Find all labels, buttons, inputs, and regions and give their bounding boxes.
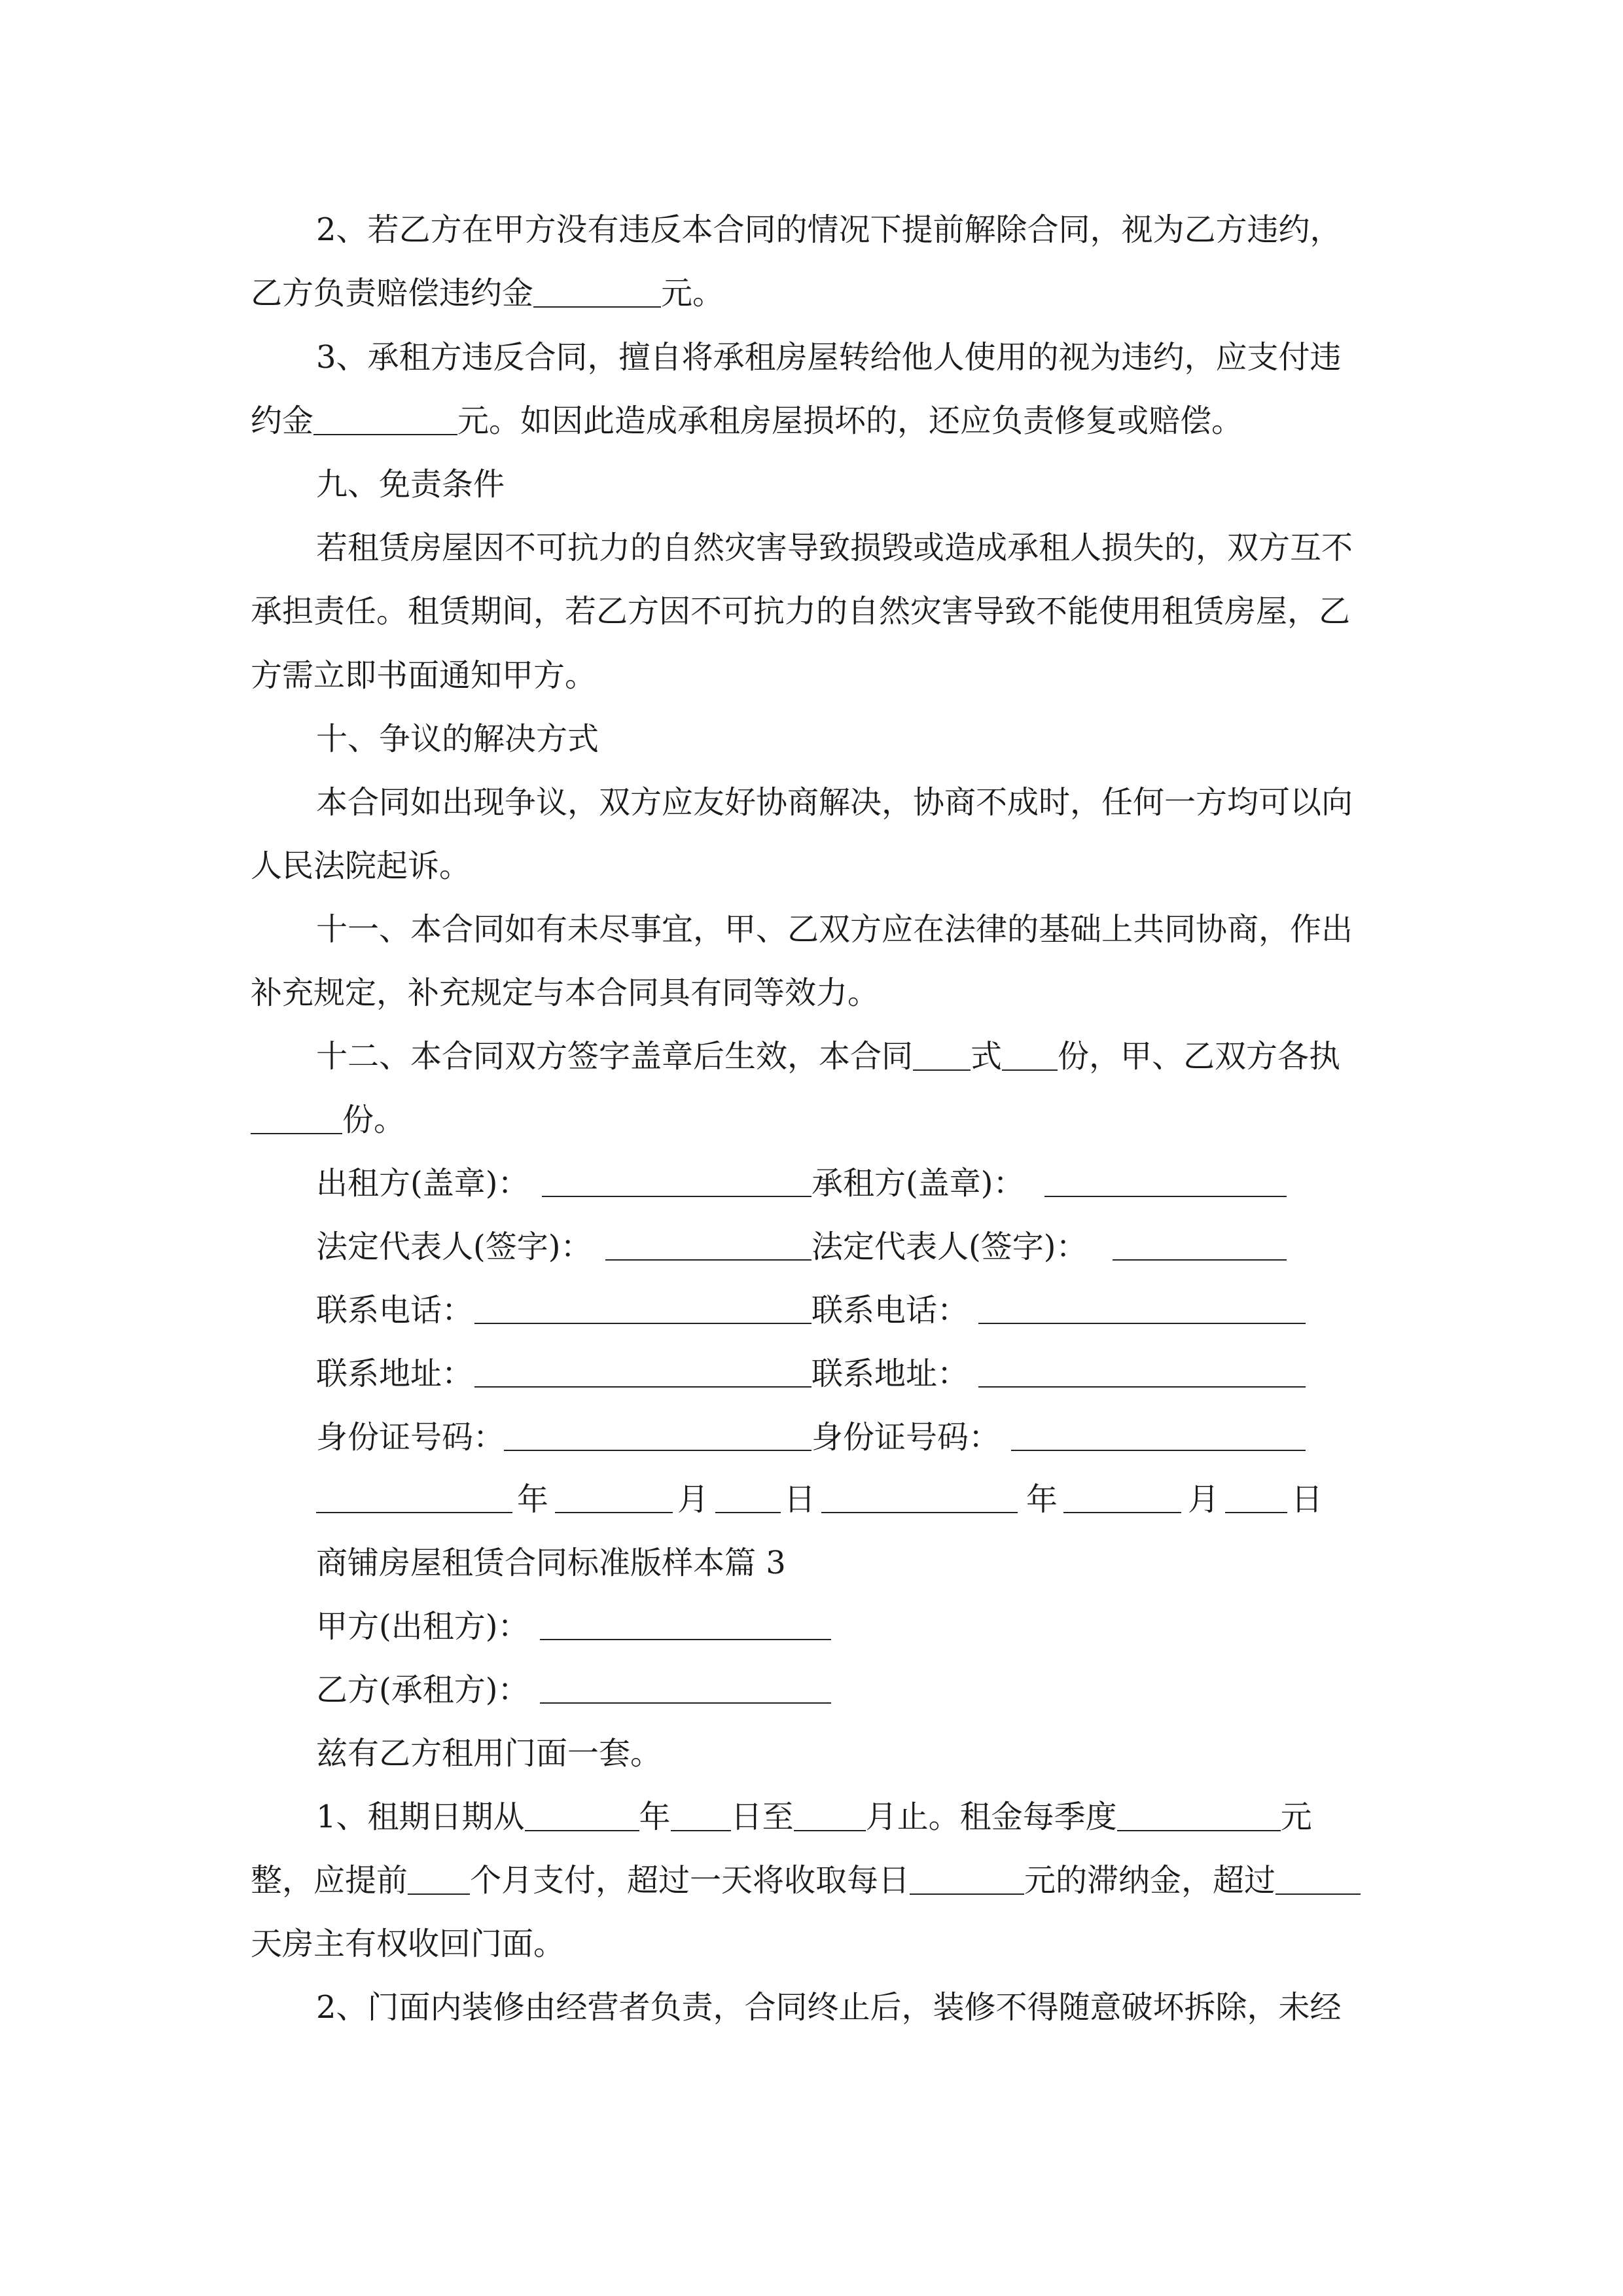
fill-blank[interactable] <box>525 1804 639 1831</box>
heading-9: 九、免责条件 <box>316 466 505 503</box>
text: 3、承租方违反合同，擅自将承租房屋转给他人使用的视为违约，应支付违 <box>316 339 1342 376</box>
party-b-label: 乙方(承租方)： <box>316 1672 529 1708</box>
text: 式 <box>971 1038 1003 1075</box>
text: 元。如因此造成承租房屋损坏的，还应负责修复或赔偿。 <box>457 403 1243 439</box>
fill-blank[interactable] <box>671 1804 731 1831</box>
clause-9-line-3: 方需立即书面通知甲方。 <box>251 657 597 694</box>
clause-12-line-2 <box>251 1104 405 1136</box>
phone-label-1: 联系电话： <box>316 1292 474 1329</box>
month-label-2: 月 <box>1188 1481 1220 1518</box>
phone-line-2[interactable] <box>978 1323 1306 1324</box>
id-label-2: 身份证号码： <box>812 1419 1001 1456</box>
lessor-seal-label: 出租方(盖章)： <box>316 1165 529 1202</box>
lessor-seal-line[interactable] <box>542 1196 812 1197</box>
text: 日至 <box>730 1799 794 1835</box>
lessee-seal-label: 承租方(盖章)： <box>812 1165 1025 1202</box>
address-line-2[interactable] <box>978 1386 1306 1388</box>
clause-3-line-2 <box>251 405 1243 437</box>
section-3-title: 商铺房屋租赁合同标准版样本篇 3 <box>316 1545 786 1581</box>
id-line-1[interactable] <box>504 1450 812 1451</box>
clause-12-line-1 <box>316 1038 1341 1075</box>
legal-rep-line-1[interactable] <box>605 1259 812 1261</box>
text: 约金 <box>251 403 314 439</box>
text: 2、若乙方在甲方没有违反本合同的情况下提前解除合同，视为乙方违约， <box>316 211 1342 248</box>
fill-blank[interactable] <box>408 1867 470 1895</box>
clause-2-line-1 <box>316 211 1342 248</box>
year-label-1: 年 <box>517 1481 549 1518</box>
clause-3-line-1 <box>316 339 1342 376</box>
fill-blank[interactable] <box>533 280 661 308</box>
item-1-line-2 <box>251 1862 1361 1899</box>
legal-rep-label-1: 法定代表人(签字)： <box>316 1229 592 1265</box>
date-day-line-2[interactable] <box>1225 1512 1287 1513</box>
item-1-line-3: 天房主有权收回门面。 <box>251 1926 565 1962</box>
date-day-line-1[interactable] <box>715 1512 781 1513</box>
date-month-line-2[interactable] <box>1063 1512 1181 1513</box>
party-b-line[interactable] <box>540 1702 831 1704</box>
fill-blank[interactable] <box>1002 1043 1058 1071</box>
clause-11-line-1: 十一、本合同如有未尽事宜，甲、乙双方应在法律的基础上共同协商，作出 <box>316 911 1353 948</box>
text: 元 <box>1280 1799 1312 1835</box>
text: 1、租期日期从 <box>316 1799 525 1835</box>
item-1-line-1 <box>316 1801 1312 1833</box>
text: 份。 <box>342 1102 406 1138</box>
address-label-2: 联系地址： <box>812 1355 969 1392</box>
clause-11-line-2: 补充规定，补充规定与本合同具有同等效力。 <box>251 975 880 1011</box>
address-label-1: 联系地址： <box>316 1355 474 1392</box>
text: 元的滞纳金，超过 <box>1024 1862 1276 1899</box>
clause-9-line-2: 承担责任。租赁期间，若乙方因不可抗力的自然灾害导致不能使用租赁房屋，乙 <box>251 593 1351 630</box>
fill-blank[interactable] <box>913 1043 971 1071</box>
fill-blank[interactable] <box>910 1867 1024 1895</box>
fill-blank[interactable] <box>251 1107 342 1134</box>
date-month-line-1[interactable] <box>555 1512 673 1513</box>
party-a-label: 甲方(出租方)： <box>316 1608 529 1645</box>
day-label-1: 日 <box>784 1481 816 1518</box>
legal-rep-label-2: 法定代表人(签字)： <box>812 1229 1088 1265</box>
section-3-intro: 兹有乙方租用门面一套。 <box>316 1735 662 1772</box>
clause-10-line-1: 本合同如出现争议，双方应友好协商解决，协商不成时，任何一方均可以向 <box>316 784 1353 821</box>
text: 乙方负责赔偿违约金 <box>251 275 534 312</box>
heading-10: 十、争议的解决方式 <box>316 721 599 757</box>
legal-rep-line-2[interactable] <box>1113 1259 1287 1261</box>
month-label-1: 月 <box>677 1481 709 1518</box>
fill-blank[interactable] <box>313 408 457 435</box>
phone-label-2: 联系电话： <box>812 1292 969 1329</box>
text: 整，应提前 <box>251 1862 408 1899</box>
date-year-line-1[interactable] <box>316 1512 512 1513</box>
address-line-1[interactable] <box>474 1386 812 1388</box>
date-year-line-2[interactable] <box>821 1512 1018 1513</box>
text: 月止。租金每季度 <box>865 1799 1117 1835</box>
text: 元。 <box>661 275 724 312</box>
text: 十二、本合同双方签字盖章后生效，本合同 <box>316 1038 914 1075</box>
text: 份，甲、乙双方各执 <box>1058 1038 1341 1075</box>
day-label-2: 日 <box>1291 1481 1323 1518</box>
party-a-line[interactable] <box>540 1639 831 1640</box>
clause-2-line-2 <box>251 275 724 312</box>
clause-9-line-1: 若租赁房屋因不可抗力的自然灾害导致损毁或造成承租人损失的，双方互不 <box>316 529 1353 566</box>
phone-line-1[interactable] <box>474 1323 812 1324</box>
text: 年 <box>639 1799 671 1835</box>
id-label-1: 身份证号码： <box>316 1419 505 1456</box>
lessee-seal-line[interactable] <box>1044 1196 1287 1197</box>
fill-blank[interactable] <box>1275 1867 1361 1895</box>
fill-blank[interactable] <box>1117 1804 1281 1831</box>
text: 个月支付，超过一天将收取每日 <box>470 1862 910 1899</box>
year-label-2: 年 <box>1026 1481 1058 1518</box>
clause-10-line-2: 人民法院起诉。 <box>251 848 471 884</box>
fill-blank[interactable] <box>794 1804 866 1831</box>
id-line-2[interactable] <box>1011 1450 1306 1451</box>
item-2-line-1: 2、门面内装修由经营者负责，合同终止后，装修不得随意破坏拆除，未经 <box>316 1989 1342 2026</box>
